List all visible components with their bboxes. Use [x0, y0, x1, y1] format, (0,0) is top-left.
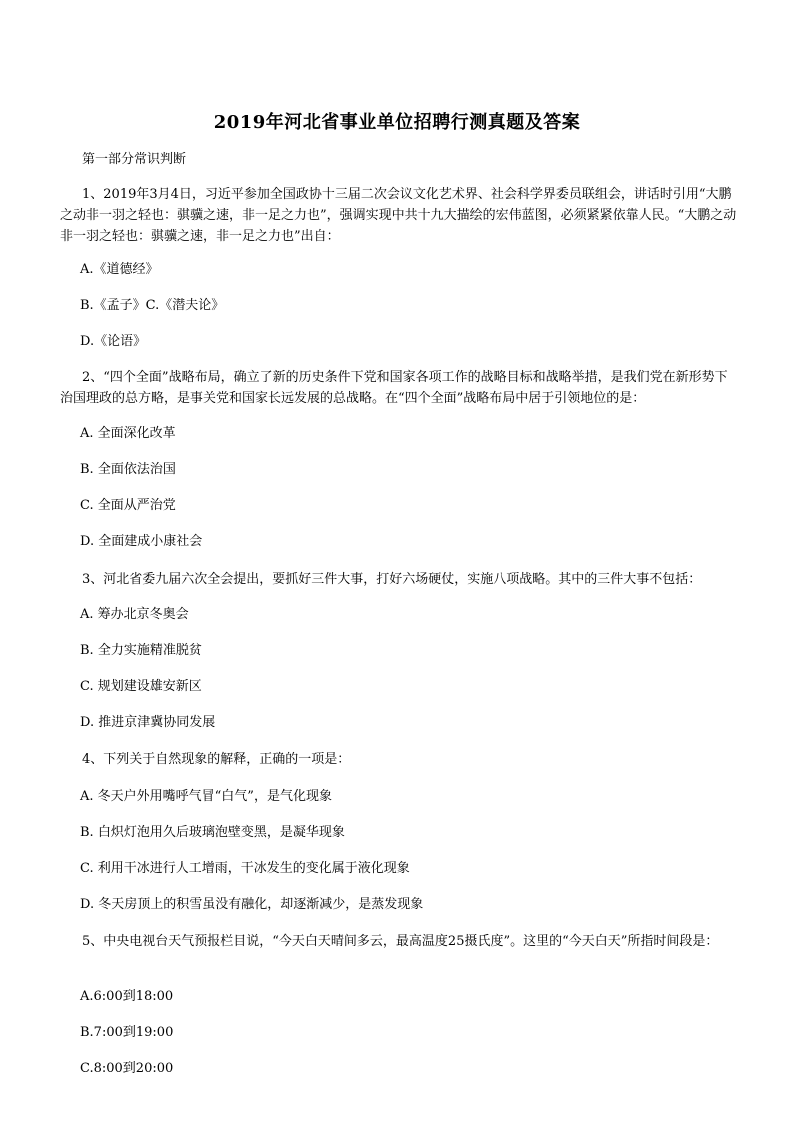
question-5-stem: 5、中央电视台天气预报栏目说，“今天白天晴间多云，最高温度25摄氏度”。这里的“今天白天”所指时间段是： [82, 934, 719, 949]
question-2-option-a: A. 全面深化改革 [80, 426, 176, 441]
question-3-stem: 3、河北省委九届六次全会提出，要抓好三件大事，打好六场硬仗，实施八项战略。其中的三件大事不包括： [82, 572, 702, 587]
question-1-stem: 1、2019年3月4日，习近平参加全国政协十三届二次会议文化艺术界、社会科学界委员联组会，讲话时引用“大鹏之动非一羽之轻也：骐骥之速，非一足之力也”，强调实现中共十九大描绘的宏伟蓝图，必须紧紧依靠人民。“大鹏之动非一羽之轻也：骐骥之速，非一足之力也”出自： [60, 187, 737, 244]
page-title: 2019年河北省事业单位招聘行测真题及答案 [213, 112, 581, 133]
question-3-option-b: B. 全力实施精准脱贫 [80, 643, 202, 658]
question-4-option-d: D. 冬天房顶上的积雪虽没有融化，却逐渐减少，是蒸发现象 [80, 897, 424, 912]
question-1-option-a: A.《道德经》 [80, 262, 159, 277]
question-4-stem: 4、下列关于自然现象的解释，正确的一项是： [82, 752, 351, 767]
question-5-option-c: C.8:00到20:00 [80, 1061, 174, 1076]
section-heading: 第一部分常识判断 [82, 152, 187, 167]
question-4-option-a: A. 冬天户外用嘴呼气冒“白气”，是气化现象 [80, 789, 332, 804]
question-2-option-c: C. 全面从严治党 [80, 498, 176, 513]
question-5-option-b: B.7:00到19:00 [80, 1025, 174, 1040]
question-3-option-a: A. 筹办北京冬奥会 [80, 607, 189, 622]
question-2-stem: 2、“四个全面”战略布局，确立了新的历史条件下党和国家各项工作的战略目标和战略举措，是我们党在新形势下治国理政的总方略，是事关党和国家长远发展的总战略。在“四个全面”战略布局中居于引领地位的是： [60, 370, 728, 406]
question-2-option-b: B. 全面依法治国 [80, 462, 176, 477]
question-2-option-d: D. 全面建成小康社会 [80, 534, 203, 549]
question-3-option-d: D. 推进京津冀协同发展 [80, 715, 216, 730]
question-5-option-a: A.6:00到18:00 [80, 989, 174, 1004]
question-4-option-c: C. 利用干冰进行人工增雨，干冰发生的变化属于液化现象 [80, 861, 410, 876]
question-4-option-b: B. 白炽灯泡用久后玻璃泡壁变黑，是凝华现象 [80, 825, 345, 840]
question-1-option-d: D.《论语》 [80, 334, 147, 349]
question-1-option-bc: B.《孟子》C.《潜夫论》 [80, 298, 225, 313]
question-3-option-c: C. 规划建设雄安新区 [80, 679, 202, 694]
